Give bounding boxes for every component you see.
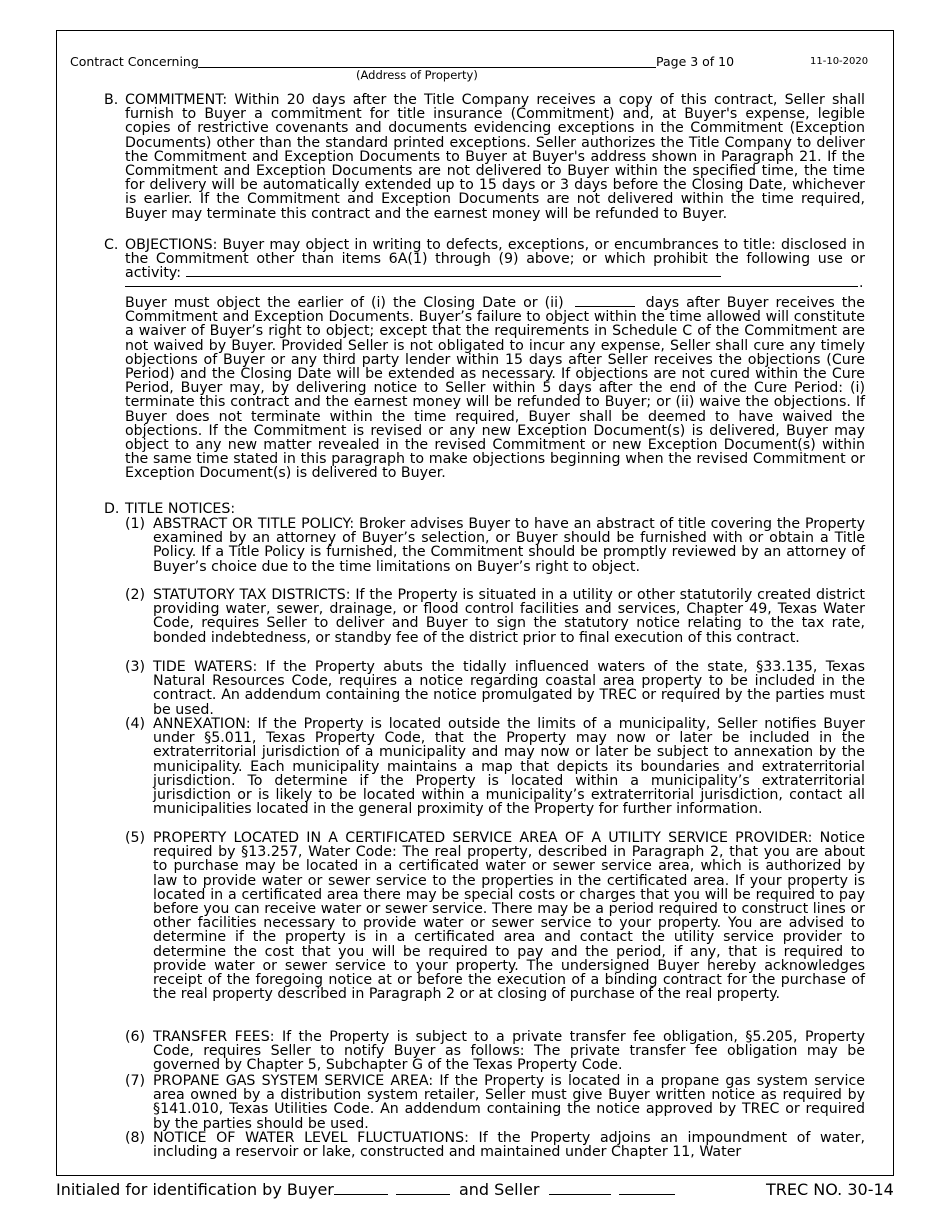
and-seller-label: and Seller — [458, 1180, 540, 1199]
notice-tide-waters: TIDE WATERS: If the Property abuts the tidally influenced waters of the state, §33.135, Texas Natural Resources Code, requires a notice regarding coastal area property to be included in the contract. An addendum containing the notice promulgated by TREC or required by the parties must be used. — [153, 659, 865, 718]
use-activity-field[interactable] — [186, 266, 721, 277]
section-d-title: TITLE NOTICES: — [125, 501, 236, 517]
notice-num: (7) — [125, 1073, 146, 1089]
notice-num: (2) — [125, 587, 146, 603]
notice-propane-gas: PROPANE GAS SYSTEM SERVICE AREA: If the Property is located in a propane gas system service area owned by a distribution system retailer, Seller must give Buyer written notice as required by §141.010, Texas Utilities Code. An addendum containing the notice approved by TREC or required by the parties should be used. — [153, 1073, 865, 1132]
address-caption: (Address of Property) — [356, 68, 478, 82]
trec-number: TREC NO. 30-14 — [766, 1180, 894, 1199]
use-activity-field-line2[interactable] — [125, 286, 858, 287]
section-c-text2a: Buyer must object the earlier of (i) the Closing Date or (ii) — [125, 295, 564, 311]
notice-certificated-service-area: PROPERTY LOCATED IN A CERTIFICATED SERVICE AREA OF A UTILITY SERVICE PROVIDER: Notice required by §13.257, Water Code: The real property, described in Paragraph 2, that you are about to purchase may be located in a certificated water or sewer service area, which is authorized by law to provide water or sewer service to the properties in the certificated area. If your property is located in a certificated area there may be special costs or charges that you will be required to pay before you can receive water or sewer service. There may be a period required to construct lines or other facilities necessary to provide water or sewer service to your property. You are advised to determine if the property is in a certificated area and contact the utility service provider to determine the cost that you will be required to pay and the period, if any, that is required to provide water or sewer service to your property. The undersigned Buyer hereby acknowledges receipt of the foregoing notice at or before the execution of a binding contract for the purchase of the real property described in Paragraph 2 or at closing of purchase of the real property. — [153, 830, 865, 1003]
page-number: Page 3 of 10 — [656, 54, 735, 69]
section-c-text1: OBJECTIONS: Buyer may object in writing to defects, exceptions, or encumbrances to title: disclosed in the Commitment other than items 6A(1) through (9) above; or which prohibit the following use or activity: — [125, 237, 865, 282]
notice-num: (8) — [125, 1130, 146, 1146]
objection-days-field[interactable] — [575, 296, 635, 307]
buyer-initial-field-1[interactable] — [334, 1194, 388, 1195]
section-b-label: B. — [104, 92, 119, 108]
section-c-body — [125, 296, 865, 481]
footer-initials — [56, 1180, 679, 1199]
notice-water-level: NOTICE OF WATER LEVEL FLUCTUATIONS: If the Property adjoins an impoundment of water, including a reservoir or lake, constructed and maintained under Chapter 11, Water — [153, 1130, 865, 1161]
buyer-initial-field-2[interactable] — [396, 1194, 450, 1195]
notice-statutory-tax-districts: STATUTORY TAX DISTRICTS: If the Property is situated in a utility or other statutorily created district providing water, sewer, drainage, or flood control facilities and services, Chapter 49, Texas Water Code, requires Seller to deliver and Buyer to sign the statutory notice relating to the tax rate, bonded indebtedness, or standby fee of the district prior to final execution of this contract. — [153, 587, 865, 646]
notice-num: (4) — [125, 716, 146, 732]
notice-abstract-title-policy: ABSTRACT OR TITLE POLICY: Broker advises Buyer to have an abstract of title covering the Property examined by an attorney of Buyer’s selection, or Buyer should be furnished with or obtain a Title Policy. If a Title Policy is furnished, the Commitment should be promptly reviewed by an attorney of Buyer’s choice due to the time limitations on Buyer’s right to object. — [153, 516, 865, 575]
initialed-buyer-label: Initialed for identification by Buyer — [56, 1180, 334, 1199]
seller-initial-field-1[interactable] — [549, 1194, 611, 1195]
seller-initial-field-2[interactable] — [619, 1194, 675, 1195]
section-c-label: C. — [104, 237, 119, 253]
notice-transfer-fees: TRANSFER FEES: If the Property is subject to a private transfer fee obligation, §5.205, Property Code, requires Seller to notify Buyer as follows: The private transfer fee obligation may be governed by Chapter 5, Subchapter G of the Texas Property Code. — [153, 1029, 865, 1074]
notice-num: (5) — [125, 830, 146, 846]
notice-num: (1) — [125, 516, 146, 532]
section-c — [125, 238, 865, 281]
section-b-text: COMMITMENT: Within 20 days after the Title Company receives a copy of this contract, Seller shall furnish to Buyer a commitment for title insurance (Commitment) and, at Buyer's expense, legible copies of restrictive covenants and documents evidencing exceptions in the Commitment (Exception Documents) other than the standard printed exceptions. Seller authorizes the Title Company to deliver the Commitment and Exception Documents to Buyer at Buyer's address shown in Paragraph 21. If the Commitment and Exception Documents are not delivered to Buyer within the specified time, the time for delivery will be automatically extended up to 15 days or 3 days before the Closing Date, whichever is earlier. If the Commitment and Exception Documents are not delivered within the time required, Buyer may terminate this contract and the earnest money will be refunded to Buyer. — [125, 92, 865, 222]
section-d-label: D. — [104, 501, 120, 517]
notice-num: (6) — [125, 1029, 146, 1045]
contract-concerning-label: Contract Concerning — [70, 54, 199, 69]
section-b — [125, 93, 865, 221]
section-c-text2b: days after Buyer receives the Commitment and Exception Documents. Buyer’s failure to object within the time allowed will constitute a waiver of Buyer’s right to object; except that the requirements in Schedule C of the Commitment are not waived by Buyer. Provided Seller is not obligated to incur any expense, Seller shall cure any timely objections of Buyer or any third party lender within 15 days after Seller receives the objections (Cure Period) and the Closing Date will be extended as necessary. If objections are not cured within the Cure Period, Buyer may, by delivering notice to Seller within 5 days after the end of the Cure Period: (i) terminate this contract and the earnest money will be refunded to Buyer; or (ii) waive the objections. If Buyer does not terminate within the time required, Buyer shall be deemed to have waived the objections. If the Commitment is revised or any new Exception Document(s) is delivered, Buyer may object to any new matter revealed in the revised Commitment or new Exception Document(s) within the same time stated in this paragraph to make objections beginning when the revised Commitment or Exception Document(s) is delivered to Buyer. — [125, 295, 866, 482]
notice-num: (3) — [125, 659, 146, 675]
form-date: 11-10-2020 — [810, 56, 869, 67]
notice-annexation: ANNEXATION: If the Property is located outside the limits of a municipality, Seller notifies Buyer under §5.011, Texas Property Code, that the Property may now or later be included in the extraterritorial jurisdiction of a municipality and may now or later be subject to annexation by the municipality. Each municipality maintains a map that depicts its boundaries and extraterritorial jurisdiction. To determine if the Property is located within a municipality’s extraterritorial jurisdiction or is likely to be located within a municipality’s extraterritorial jurisdiction, contact all municipalities located in the general proximity of the Property for further information. — [153, 716, 865, 818]
